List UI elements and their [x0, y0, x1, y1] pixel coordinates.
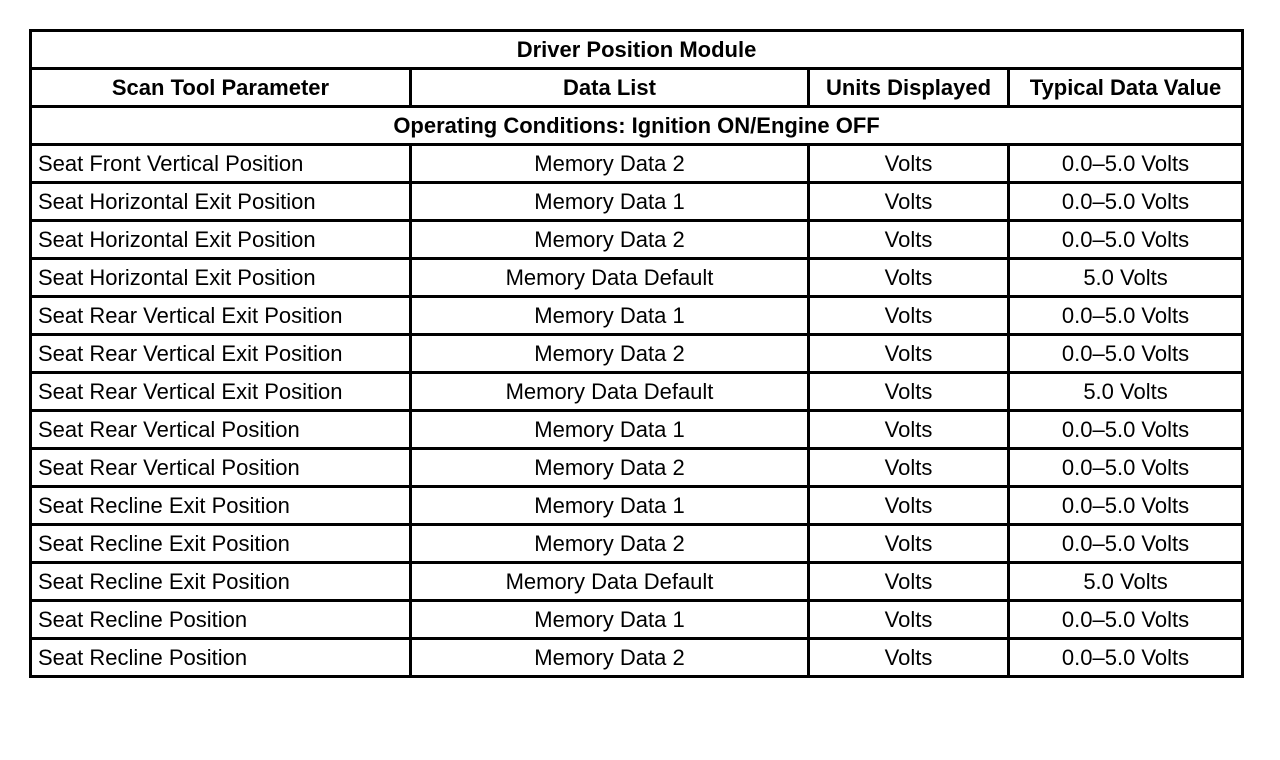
cell-scan-tool-parameter: Seat Horizontal Exit Position [31, 221, 411, 259]
table-row [31, 183, 1243, 221]
cell-typical-data-value: 5.0 Volts [1009, 563, 1243, 601]
cell-scan-tool-parameter: Seat Recline Exit Position [31, 525, 411, 563]
cell-data-list: Memory Data 1 [411, 487, 809, 525]
cell-units-displayed: Volts [809, 183, 1009, 221]
cell-typical-data-value: 0.0–5.0 Volts [1009, 487, 1243, 525]
table-row [31, 297, 1243, 335]
cell-units-displayed: Volts [809, 563, 1009, 601]
cell-scan-tool-parameter: Seat Recline Position [31, 601, 411, 639]
cell-data-list: Memory Data Default [411, 259, 809, 297]
cell-typical-data-value: 0.0–5.0 Volts [1009, 297, 1243, 335]
header-units-displayed: Units Displayed [809, 69, 1009, 107]
table-row [31, 145, 1243, 183]
table-row [31, 335, 1243, 373]
cell-data-list: Memory Data 2 [411, 449, 809, 487]
cell-data-list: Memory Data 1 [411, 297, 809, 335]
cell-units-displayed: Volts [809, 335, 1009, 373]
cell-scan-tool-parameter: Seat Rear Vertical Position [31, 449, 411, 487]
header-typical-data-value: Typical Data Value [1009, 69, 1243, 107]
table-row [31, 525, 1243, 563]
cell-units-displayed: Volts [809, 639, 1009, 677]
cell-typical-data-value: 0.0–5.0 Volts [1009, 639, 1243, 677]
cell-typical-data-value: 0.0–5.0 Volts [1009, 449, 1243, 487]
cell-data-list: Memory Data 1 [411, 411, 809, 449]
table-body [31, 145, 1243, 677]
cell-scan-tool-parameter: Seat Rear Vertical Exit Position [31, 335, 411, 373]
table-row [31, 449, 1243, 487]
cell-units-displayed: Volts [809, 259, 1009, 297]
table-row [31, 221, 1243, 259]
cell-typical-data-value: 0.0–5.0 Volts [1009, 411, 1243, 449]
cell-data-list: Memory Data 1 [411, 183, 809, 221]
cell-units-displayed: Volts [809, 221, 1009, 259]
cell-typical-data-value: 0.0–5.0 Volts [1009, 221, 1243, 259]
header-data-list: Data List [411, 69, 809, 107]
table-row [31, 411, 1243, 449]
driver-position-module-table [29, 29, 1244, 678]
cell-data-list: Memory Data 1 [411, 601, 809, 639]
cell-typical-data-value: 0.0–5.0 Volts [1009, 183, 1243, 221]
cell-units-displayed: Volts [809, 487, 1009, 525]
cell-units-displayed: Volts [809, 525, 1009, 563]
table-header-row [31, 69, 1243, 107]
cell-scan-tool-parameter: Seat Rear Vertical Exit Position [31, 373, 411, 411]
cell-data-list: Memory Data Default [411, 563, 809, 601]
cell-data-list: Memory Data 2 [411, 525, 809, 563]
cell-scan-tool-parameter: Seat Front Vertical Position [31, 145, 411, 183]
operating-conditions: Operating Conditions: Ignition ON/Engine OFF [31, 107, 1243, 145]
cell-units-displayed: Volts [809, 601, 1009, 639]
cell-scan-tool-parameter: Seat Recline Position [31, 639, 411, 677]
cell-scan-tool-parameter: Seat Recline Exit Position [31, 487, 411, 525]
cell-scan-tool-parameter: Seat Rear Vertical Position [31, 411, 411, 449]
operating-conditions-row [31, 107, 1243, 145]
table-row [31, 259, 1243, 297]
cell-data-list: Memory Data Default [411, 373, 809, 411]
cell-data-list: Memory Data 2 [411, 639, 809, 677]
table-row [31, 639, 1243, 677]
cell-units-displayed: Volts [809, 411, 1009, 449]
cell-typical-data-value: 0.0–5.0 Volts [1009, 601, 1243, 639]
cell-data-list: Memory Data 2 [411, 335, 809, 373]
cell-data-list: Memory Data 2 [411, 221, 809, 259]
cell-units-displayed: Volts [809, 145, 1009, 183]
header-scan-tool-parameter: Scan Tool Parameter [31, 69, 411, 107]
cell-typical-data-value: 5.0 Volts [1009, 259, 1243, 297]
table-row [31, 373, 1243, 411]
cell-scan-tool-parameter: Seat Horizontal Exit Position [31, 183, 411, 221]
cell-units-displayed: Volts [809, 373, 1009, 411]
table-title-row [31, 31, 1243, 69]
table-title: Driver Position Module [31, 31, 1243, 69]
cell-typical-data-value: 0.0–5.0 Volts [1009, 525, 1243, 563]
cell-typical-data-value: 5.0 Volts [1009, 373, 1243, 411]
cell-typical-data-value: 0.0–5.0 Volts [1009, 335, 1243, 373]
table-row [31, 563, 1243, 601]
cell-typical-data-value: 0.0–5.0 Volts [1009, 145, 1243, 183]
table-row [31, 601, 1243, 639]
table-row [31, 487, 1243, 525]
cell-units-displayed: Volts [809, 449, 1009, 487]
cell-data-list: Memory Data 2 [411, 145, 809, 183]
cell-scan-tool-parameter: Seat Horizontal Exit Position [31, 259, 411, 297]
cell-units-displayed: Volts [809, 297, 1009, 335]
cell-scan-tool-parameter: Seat Recline Exit Position [31, 563, 411, 601]
cell-scan-tool-parameter: Seat Rear Vertical Exit Position [31, 297, 411, 335]
